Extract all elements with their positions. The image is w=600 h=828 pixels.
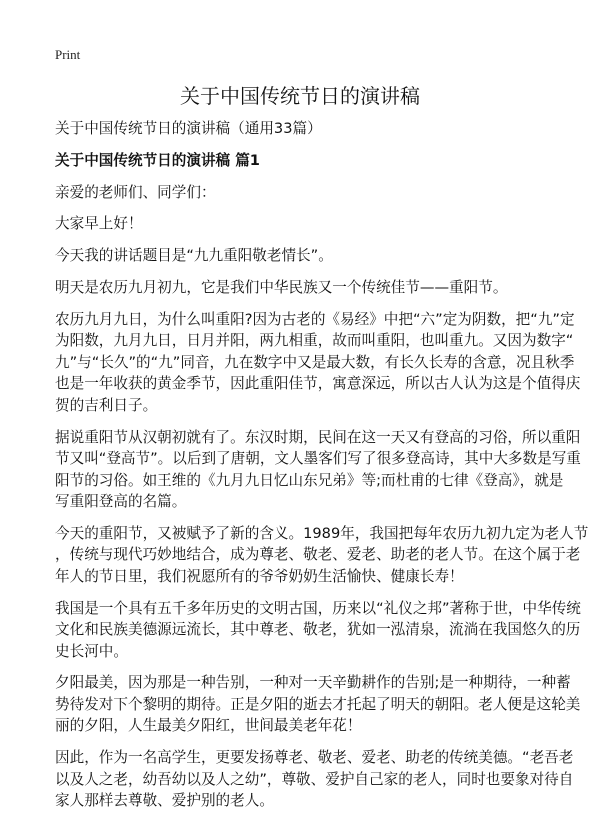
paragraph (55, 277, 555, 299)
document-body (55, 118, 589, 822)
paragraph-list (55, 182, 589, 812)
paragraph (55, 747, 574, 812)
paragraph-line: 节又叫“登高节”。以后到了唐朝，文人墨客们写了很多登高诗，其中大多数是写重 (55, 450, 581, 468)
paragraph-line: 夕阳最美，因为那是一种告别，一种对一天辛勤耕作的告别;是一种期待，一种蓄 (55, 674, 571, 692)
paragraph-line: 据说重阳节从汉朝初就有了。东汉时期，民间在这一天又有登高的习俗，所以重阳 (55, 428, 581, 446)
paragraph-line: 势待发对下个黎明的期待。正是夕阳的逝去才托起了明天的朝阳。老人便是这轮美 (55, 695, 581, 713)
paragraph (55, 523, 589, 588)
paragraph (55, 598, 581, 663)
section-heading: 关于中国传统节日的演讲稿 篇1 (55, 151, 260, 169)
paragraph-line: 今天的重阳节，又被赋予了新的含义。1989年，我国把每年农历九初九定为老人节 (55, 524, 589, 542)
paragraph-line: 九”与“长久”的“九”同音，九在数字中又是最大数，有长久长寿的含意，况且秋季 (55, 353, 575, 371)
paragraph-line: 年人的节日里，我们祝愿所有的爷爷奶奶生活愉快、健康长寿！ (55, 567, 464, 585)
paragraph-line: 史长河中。 (55, 642, 128, 660)
paragraph-line: 亲爱的老师们、同学们： (55, 183, 216, 201)
paragraph-line: ，传统与现代巧妙地结合，成为尊老、敬老、爱老、助老的老人节。在这个属于老 (55, 546, 581, 564)
paragraph-line: 因此，作为一名高学生，更要发扬尊老、敬老、爱老、助老的传统美德。“老吾老 (55, 749, 574, 767)
paragraph-line: 家人那样去尊敬、爱护别的老人。 (55, 792, 274, 810)
print-link[interactable]: Print (55, 47, 81, 62)
paragraph (55, 213, 555, 235)
paragraph (55, 672, 581, 737)
paragraph-line: 也是一年收获的黄金季节，因此重阳佳节，寓意深远，所以古人认为这是个值得庆 (55, 375, 581, 393)
subtitle: 关于中国传统节日的演讲稿（通用33篇） (55, 120, 322, 137)
paragraph (55, 427, 581, 513)
paragraph-line: 农历九月九日，为什么叫重阳?因为古老的《易经》中把“六”定为阴数，把“九”定 (55, 310, 575, 328)
paragraph-line: 今天我的讲话题目是“九九重阳敬老情长”。 (55, 247, 333, 265)
paragraph-line: 丽的夕阳，人生最美夕阳红，世间最美老年花！ (55, 717, 362, 735)
paragraph-line: 以及人之老，幼吾幼以及人之幼”，尊敬、爱护自己家的老人，同时也要象对待自 (55, 770, 574, 788)
paragraph (55, 245, 555, 267)
paragraph-line: 阳节的习俗。如王维的《九月九日忆山东兄弟》等;而杜甫的七律《登高》，就是 (55, 471, 564, 489)
paragraph-line: 大家早上好！ (55, 215, 143, 233)
paragraph (55, 182, 555, 204)
paragraph-line: 写重阳登高的名篇。 (55, 493, 187, 511)
paragraph (55, 309, 581, 417)
paragraph-line: 贺的吉利日子。 (55, 396, 158, 414)
paragraph-line: 明天是农历九月初九，它是我们中华民族又一个传统佳节——重阳节。 (55, 278, 508, 296)
paragraph-line: 文化和民族美德源远流长，其中尊老、敬老，犹如一泓清泉，流淌在我国悠久的历 (55, 621, 581, 639)
paragraph-line: 我国是一个具有五千多年历史的文明古国，历来以“礼仪之邦”著称于世，中华传统 (55, 599, 581, 617)
document-title: 关于中国传统节日的演讲稿 (180, 84, 420, 108)
paragraph-line: 为阳数，九月九日，日月并阳，两九相重，故而叫重阳，也叫重九。又因为数字“ (55, 332, 574, 350)
